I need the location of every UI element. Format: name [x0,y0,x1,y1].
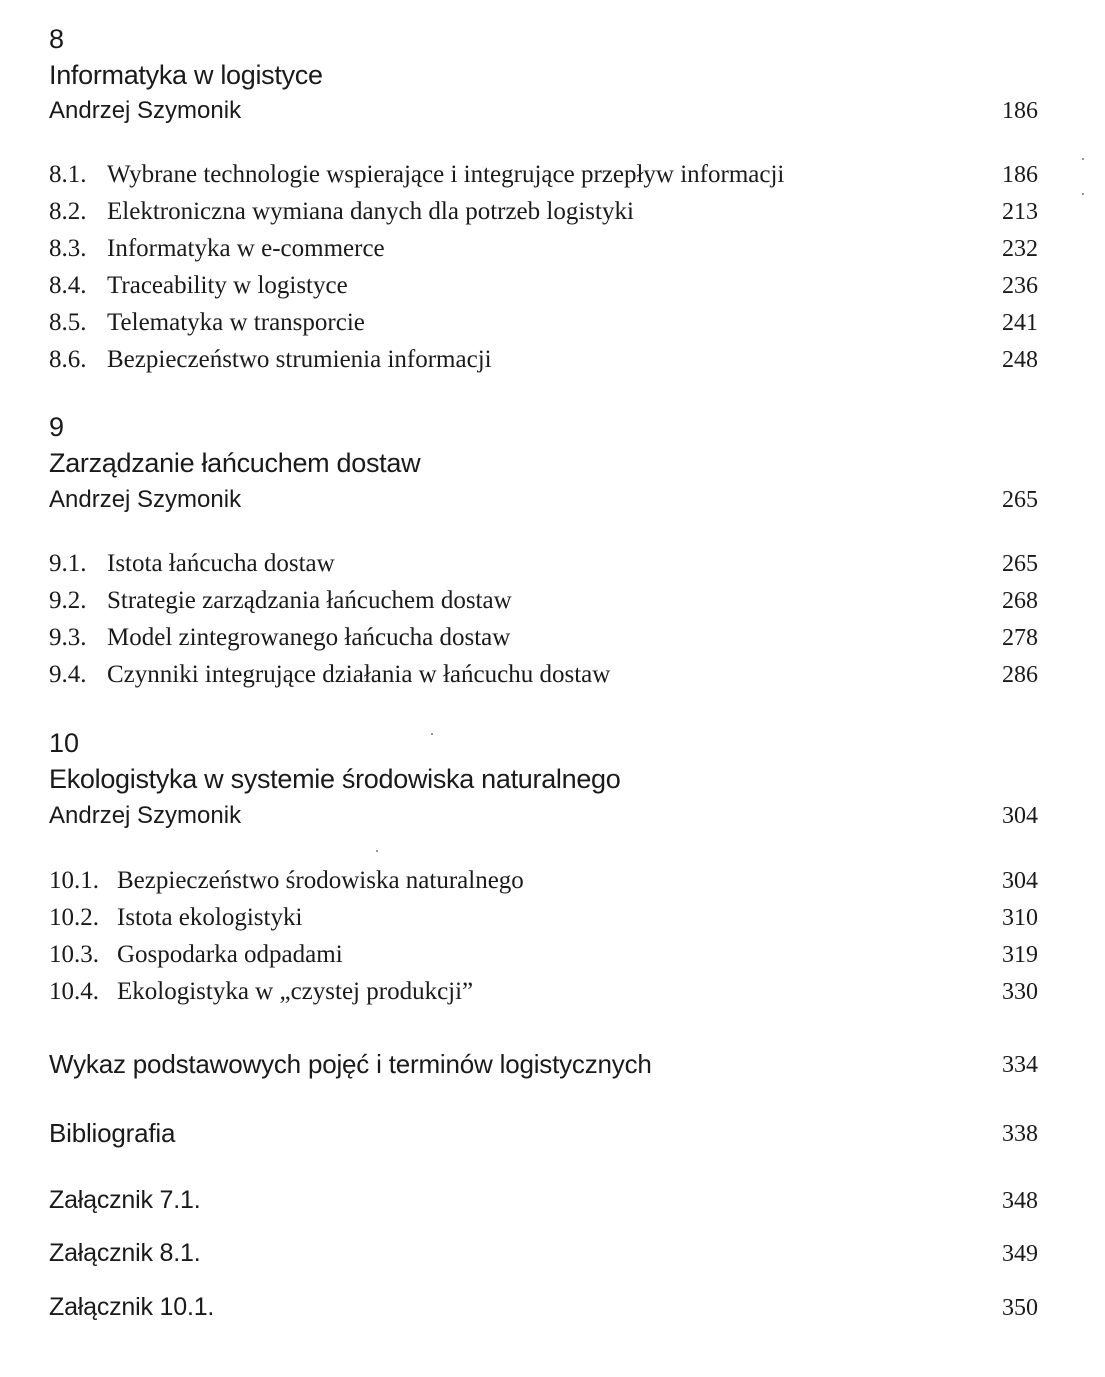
page-number: 213 [1002,199,1038,225]
page-number: 286 [1002,662,1038,688]
scan-speck [1082,193,1084,195]
toc-entry [49,586,1038,618]
toc-entry [49,866,1038,898]
section-number: 8.3. [49,235,87,262]
section-number: 8.4. [49,272,87,299]
toc-entry-appendix [49,1184,1038,1216]
section-number: 10.1. [49,867,99,894]
section-title: Czynniki integrujące działania w łańcuchu dostaw [107,661,611,688]
page-number: 232 [1002,236,1038,262]
toc-entry [49,660,1038,692]
chapter-author-row [49,801,1038,833]
scan-speck [1082,158,1084,160]
page-number: 236 [1002,273,1038,299]
chapter-number: 9 [49,412,65,442]
chapter-title: Ekologistyka w systemie środowiska naturalnego [49,764,621,794]
toc-entry [49,308,1038,340]
chapter-author: Andrzej Szymonik [49,97,242,124]
section-number: 8.1. [49,161,87,188]
section-title: Bezpieczeństwo środowiska naturalnego [117,867,524,894]
toc-entry [49,160,1038,192]
section-title: Istota łańcucha dostaw [107,550,335,577]
page-number: 310 [1002,905,1038,931]
section-title: Traceability w logistyce [107,272,348,299]
section-number: 10.3. [49,941,99,968]
back-matter-title: Załącznik 7.1. [49,1186,201,1214]
section-number: 8.5. [49,309,87,336]
section-title: Elektroniczna wymiana danych dla potrzeb logistyki [107,198,634,225]
section-title: Istota ekologistyki [117,904,303,931]
chapter-number: 8 [49,24,65,54]
toc-entry [49,271,1038,303]
page-number: 330 [1002,979,1038,1005]
page-number: 319 [1002,942,1038,968]
section-number: 9.4. [49,661,87,688]
toc-entry [49,977,1038,1009]
toc-entry-bibliography [49,1117,1038,1149]
section-title: Strategie zarządzania łańcuchem dostaw [107,587,512,614]
toc-entry [49,903,1038,935]
chapter-title: Informatyka w logistyce [49,60,323,90]
page-number: 268 [1002,588,1038,614]
section-number: 8.2. [49,198,87,225]
page-number: 186 [1002,98,1038,124]
back-matter-title: Bibliografia [49,1118,176,1148]
toc-entry-appendix [49,1291,1038,1323]
page-number: 304 [1002,868,1038,894]
chapter-author-row [49,485,1038,517]
section-number: 8.6. [49,346,87,373]
section-title: Ekologistyka w „czystej produkcji” [117,978,474,1005]
page-number: 265 [1002,487,1038,513]
back-matter-title: Załącznik 8.1. [49,1239,201,1267]
page-number: 338 [1002,1121,1038,1147]
toc-entry-appendix [49,1237,1038,1269]
page-number: 265 [1002,551,1038,577]
section-number: 9.3. [49,624,87,651]
section-number: 10.2. [49,904,99,931]
page-number: 248 [1002,347,1038,373]
section-title: Bezpieczeństwo strumienia informacji [107,346,492,373]
toc-entry-glossary [49,1048,1038,1080]
section-title: Model zintegrowanego łańcucha dostaw [107,624,511,651]
page-number: 334 [1002,1052,1038,1078]
toc-entry [49,197,1038,229]
toc-entry [49,623,1038,655]
page-number: 350 [1002,1295,1038,1321]
section-number: 10.4. [49,978,99,1005]
page-number: 241 [1002,310,1038,336]
toc-entry [49,549,1038,581]
back-matter-title: Załącznik 10.1. [49,1293,215,1321]
section-title: Gospodarka odpadami [117,941,343,968]
section-title: Informatyka w e-commerce [107,235,385,262]
page-number: 186 [1002,162,1038,188]
back-matter-title: Wykaz podstawowych pojęć i terminów logistycznych [49,1049,652,1079]
page-number: 348 [1002,1188,1038,1214]
page-number: 304 [1002,803,1038,829]
chapter-title: Zarządzanie łańcuchem dostaw [49,448,421,478]
section-number: 9.2. [49,587,87,614]
chapter-author: Andrzej Szymonik [49,486,242,513]
chapter-author: Andrzej Szymonik [49,802,242,829]
toc-entry [49,345,1038,377]
toc-entry [49,234,1038,266]
section-title: Telematyka w transporcie [107,309,365,336]
page-number: 278 [1002,625,1038,651]
section-number: 9.1. [49,550,87,577]
toc-entry [49,940,1038,972]
section-title: Wybrane technologie wspierające i integrujące przepływ informacji [107,161,785,188]
scan-speck [376,850,378,852]
chapter-number: 10 [49,728,80,758]
scan-speck [431,733,433,735]
page-number: 349 [1002,1241,1038,1267]
chapter-author-row [49,96,1038,128]
